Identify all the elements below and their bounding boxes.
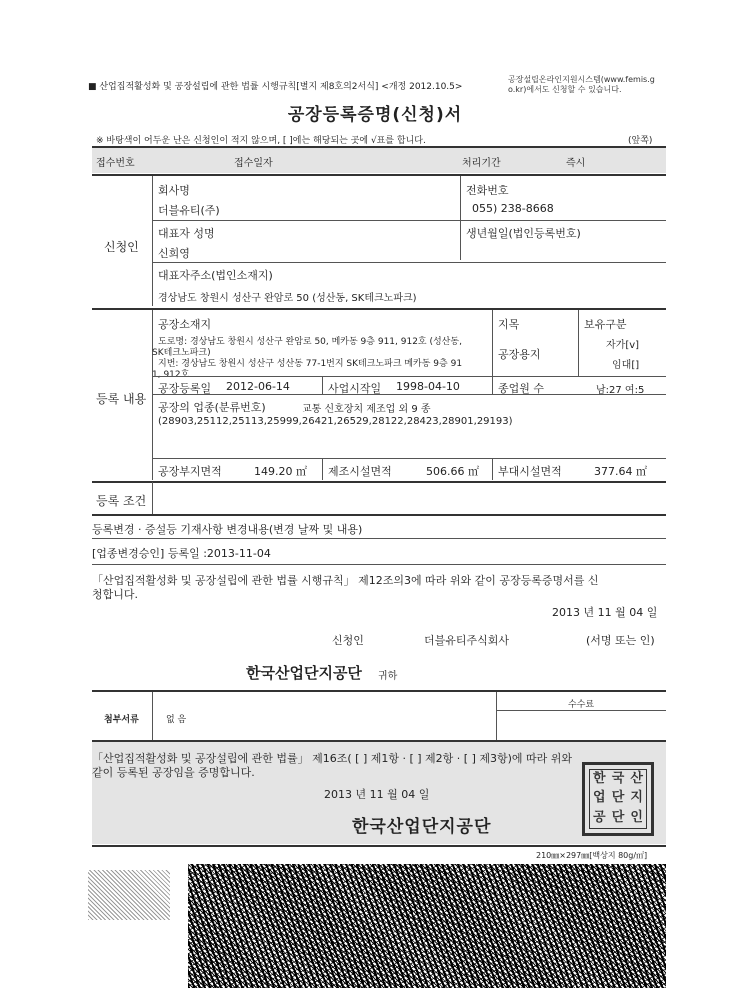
receipt-number-label: 접수번호 <box>96 158 135 169</box>
land-category-label: 지목 <box>498 318 520 331</box>
company-name-value: 더블유티(주) <box>158 204 220 217</box>
fee-divider <box>496 692 497 740</box>
business-start-label: 사업시작일 <box>328 382 382 395</box>
certification-line-2: 같이 등록된 공장임을 증명합니다. <box>92 766 255 779</box>
conditions-label: 등록 조건 <box>96 494 147 508</box>
factory-location-label: 공장소재지 <box>158 318 212 331</box>
fee-label: 수수료 <box>568 700 595 710</box>
attachments-value: 없 음 <box>166 715 187 725</box>
applicant-bottom-rule <box>92 308 666 310</box>
registration-bottom-rule <box>92 481 666 483</box>
industry-value: 교통 신호장치 제조업 외 9 종 <box>302 404 431 415</box>
certification-date: 2013 년 11 월 04 일 <box>324 788 430 801</box>
applicant-row-rule-2 <box>152 262 666 263</box>
registration-date-value: 2012-06-14 <box>226 380 290 393</box>
top-rule <box>92 146 666 148</box>
ownership-own-checkbox: 자가[v] <box>606 340 640 351</box>
seal-char: 지 <box>630 790 643 806</box>
page-side-label: (앞쪽) <box>628 136 653 146</box>
registration-row-rule-1 <box>152 376 666 377</box>
registration-row-rule-3 <box>152 458 666 459</box>
paper-size-note: 210㎜×297㎜[백상지 80g/㎡] <box>536 851 648 860</box>
certification-issuer: 한국산업단지공단 <box>352 817 492 837</box>
legal-basis-note: ■ 산업집적활성화 및 공장설립에 관한 법률 시행규칙[별지 제8호의2서식] <개정 2012.10.5> <box>88 82 463 92</box>
lot-address-line-2: 1, 912호 <box>152 370 190 380</box>
change-records-heading: 등록변경 · 증설등 기재사항 변경내용(변경 날짜 및 내용) <box>92 523 363 536</box>
mfg-area-label: 제조시설면적 <box>328 465 392 478</box>
change-records-rule-2 <box>92 564 666 565</box>
security-watermark-small <box>88 870 170 920</box>
registration-row-rule-2 <box>152 394 666 395</box>
mfg-area-value: 506.66 ㎡ <box>426 465 479 478</box>
receipt-bottom-rule <box>92 174 666 176</box>
business-start-value: 1998-04-10 <box>396 380 460 393</box>
conditions-divider <box>152 482 153 514</box>
conditions-bottom-rule <box>92 514 666 516</box>
attachments-label: 첨부서류 <box>104 715 139 725</box>
recipient-name: 한국산업단지공단 <box>246 664 362 682</box>
applicant-divider <box>152 176 153 306</box>
seal-char: 한 <box>593 771 606 786</box>
employees-value: 남:27 여:5 <box>596 385 645 396</box>
fee-rule <box>496 710 666 711</box>
seal-char: 인 <box>630 809 643 825</box>
recipient-suffix: 귀하 <box>378 671 398 682</box>
industry-codes: (28903,25112,25113,25999,26421,26529,28122,28423,28901,29193) <box>158 416 513 427</box>
rep-address-label: 대표자주소(법인소재지) <box>158 269 273 282</box>
site-area-value: 149.20 ㎡ <box>254 465 307 478</box>
birthdate-label: 생년월일(법인등록번호) <box>466 227 581 240</box>
company-name-label: 회사명 <box>158 184 190 197</box>
start-date-divider <box>322 376 323 394</box>
attachments-top-rule <box>92 690 666 692</box>
road-address-line-1: 도로명: 경상남도 창원시 성산구 완암로 50, 메카동 9층 911, 912호 (성산동, <box>158 337 462 347</box>
receipt-date-label: 접수일자 <box>234 158 273 169</box>
applicant-row-rule-1 <box>152 220 666 221</box>
seal-char: 업 <box>593 790 606 806</box>
lot-address-line-1: 지번: 경상남도 창원시 성산구 성산동 77-1번지 SK테크노파크 메카동 9층 91 <box>158 359 463 369</box>
processing-period-label: 처리기간 <box>462 158 501 169</box>
declaration-line-1: 「산업집적활성화 및 공장설립에 관한 법률 시행규칙」 제12조의3에 따라 위와 같이 공장등록증명서를 신 <box>92 574 599 587</box>
security-barcode-pattern <box>188 864 666 988</box>
seal-char: 산 <box>630 771 643 786</box>
attachments-divider <box>152 692 153 740</box>
registration-date-label: 공장등록일 <box>158 382 212 395</box>
registration-divider <box>152 310 153 480</box>
change-record-entry: [업종변경승인] 등록일 :2013-11-04 <box>92 547 271 560</box>
official-seal-stamp <box>582 762 654 836</box>
declaration-date: 2013 년 11 월 04 일 <box>552 606 658 619</box>
rep-address-value: 경상남도 창원시 성산구 완암로 50 (성산동, SK테크노파크) <box>158 293 417 304</box>
mfg-area-divider <box>322 458 323 480</box>
ownership-divider <box>578 310 579 376</box>
road-address-line-2: SK테크노파크) <box>152 348 211 358</box>
ownership-label: 보유구분 <box>584 318 627 331</box>
declaration-applicant-name: 더블유티주식회사 <box>424 634 510 647</box>
declaration-line-2: 청합니다. <box>92 588 139 601</box>
phone-value: 055) 238-8668 <box>472 202 554 215</box>
aux-area-divider <box>492 458 493 480</box>
industry-label: 공장의 업종(분류번호) <box>158 401 266 414</box>
phone-label: 전화번호 <box>466 184 509 197</box>
seal-char: 공 <box>593 809 606 825</box>
employees-label: 종업원 수 <box>498 382 545 395</box>
employees-divider <box>492 376 493 394</box>
land-category-value: 공장용지 <box>498 348 541 361</box>
representative-value: 신희영 <box>158 247 190 260</box>
declaration-applicant-label: 신청인 <box>332 634 364 647</box>
representative-label: 대표자 성명 <box>158 227 215 240</box>
certification-line-1: 「산업집적활성화 및 공장설립에 관한 법률」 제16조( [ ] 제1항 · [ ] 제2항 · [ ] 제3항)에 따라 위와 <box>92 752 573 765</box>
site-area-label: 공장부지면적 <box>158 465 222 478</box>
seal-char: 국 <box>611 771 625 786</box>
processing-period-value: 즉시 <box>566 158 586 169</box>
signature-label: (서명 또는 인) <box>586 634 655 647</box>
change-records-rule-1 <box>92 538 666 539</box>
online-system-note-2: o.kr)에서도 신청할 수 있습니다. <box>508 85 622 94</box>
aux-area-label: 부대시설면적 <box>498 465 562 478</box>
land-category-divider <box>492 310 493 376</box>
applicant-section-label: 신청인 <box>104 240 139 254</box>
document-title: 공장등록증명(신청)서 <box>287 105 463 125</box>
certification-bottom-rule <box>92 845 666 847</box>
ownership-lease-checkbox: 임대[] <box>612 360 640 371</box>
registration-section-label: 등록 내용 <box>96 392 147 406</box>
applicant-mid-divider <box>460 176 461 260</box>
seal-char: 단 <box>611 790 625 806</box>
instruction-note: ※ 바탕색이 어두운 난은 신청인이 적지 않으며, [ ]에는 해당되는 곳에 √표를 합니다. <box>96 136 426 146</box>
aux-area-value: 377.64 ㎡ <box>594 465 647 478</box>
seal-char: 단 <box>611 809 625 825</box>
online-system-note-1: 공장설립온라인지원시스템(www.femis.g <box>508 75 655 84</box>
